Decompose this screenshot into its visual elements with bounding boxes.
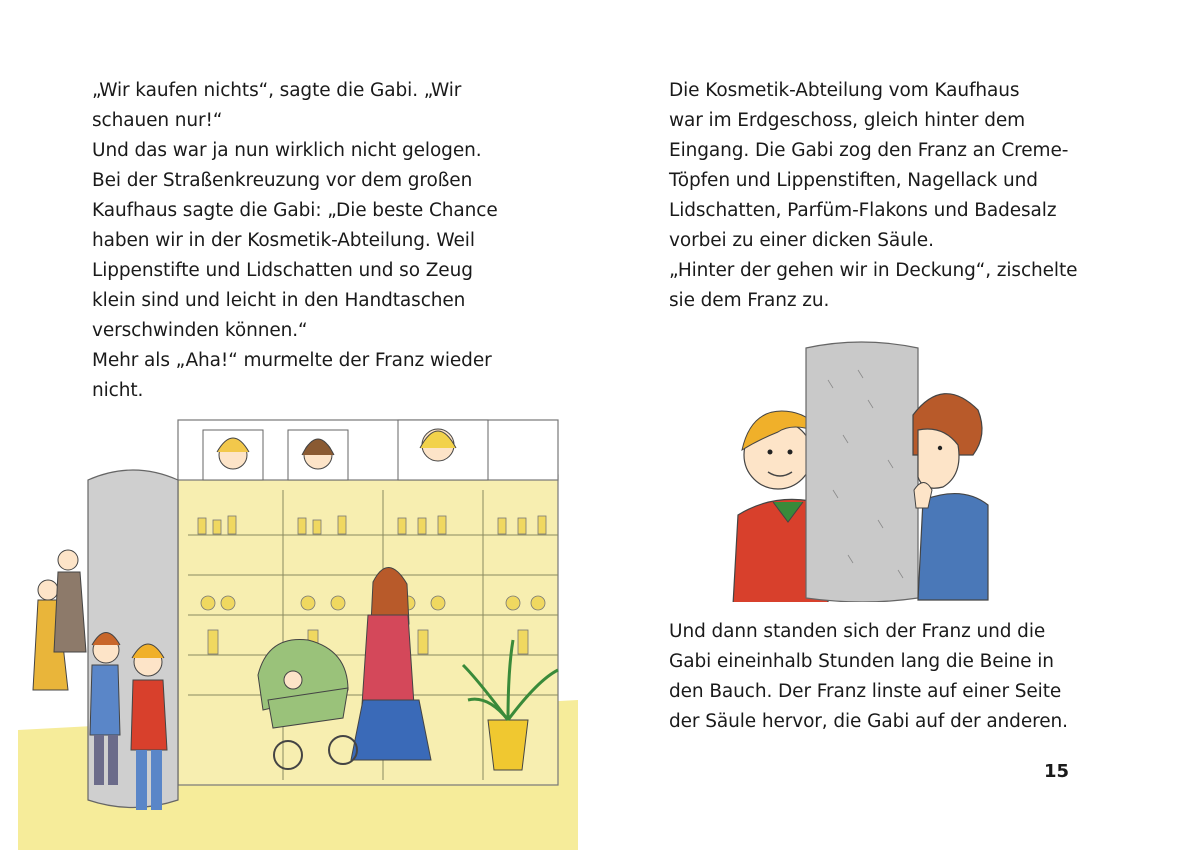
text-line: Und dann standen sich der Franz und die bbox=[669, 621, 1046, 642]
text-line: Bei der Straßenkreuzung vor dem großen bbox=[92, 170, 473, 191]
text-line: „Wir kaufen nichts“, sagte die Gabi. „Wir bbox=[92, 80, 462, 101]
text-line: Kaufhaus sagte die Gabi: „Die beste Chance bbox=[92, 200, 498, 221]
text-line: Lidschatten, Parfüm-Flakons und Badesalz bbox=[669, 200, 1057, 221]
text-line: war im Erdgeschoss, gleich hinter dem bbox=[669, 110, 1026, 131]
text-line: nicht. bbox=[92, 380, 144, 401]
text-line: verschwinden können.“ bbox=[92, 320, 308, 341]
text-line: schauen nur!“ bbox=[92, 110, 223, 131]
text-line: vorbei zu einer dicken Säule. bbox=[669, 230, 934, 251]
text-line: klein sind und leicht in den Handtaschen bbox=[92, 290, 466, 311]
text-line: Eingang. Die Gabi zog den Franz an Creme- bbox=[669, 140, 1069, 161]
text-line: „Hinter der gehen wir in Deckung“, zischelte bbox=[669, 260, 1078, 281]
page-number: 15 bbox=[1044, 761, 1070, 782]
right-page-paragraph-bottom bbox=[669, 617, 1068, 737]
text-line: haben wir in der Kosmetik-Abteilung. Weil bbox=[92, 230, 475, 251]
cosmetics-shop-illustration bbox=[18, 400, 578, 850]
text-line: Lippenstifte und Lidschatten und so Zeug bbox=[92, 260, 473, 281]
text-line: Töpfen und Lippenstiften, Nagellack und bbox=[669, 170, 1038, 191]
right-page bbox=[600, 0, 1200, 851]
text-line: Gabi eineinhalb Stunden lang die Beine in bbox=[669, 651, 1054, 672]
text-line: Die Kosmetik-Abteilung vom Kaufhaus bbox=[669, 80, 1020, 101]
right-page-paragraph-top bbox=[669, 76, 1077, 316]
text-line: Und das war ja nun wirklich nicht gelogen. bbox=[92, 140, 482, 161]
text-line: Mehr als „Aha!“ murmelte der Franz wieder bbox=[92, 350, 492, 371]
left-page-paragraph bbox=[92, 76, 498, 406]
text-line: den Bauch. Der Franz linste auf einer Seite bbox=[669, 681, 1062, 702]
text-line: der Säule hervor, die Gabi auf der anderen. bbox=[669, 711, 1068, 732]
text-line: sie dem Franz zu. bbox=[669, 290, 830, 311]
kids-behind-pillar-illustration bbox=[718, 340, 1018, 602]
